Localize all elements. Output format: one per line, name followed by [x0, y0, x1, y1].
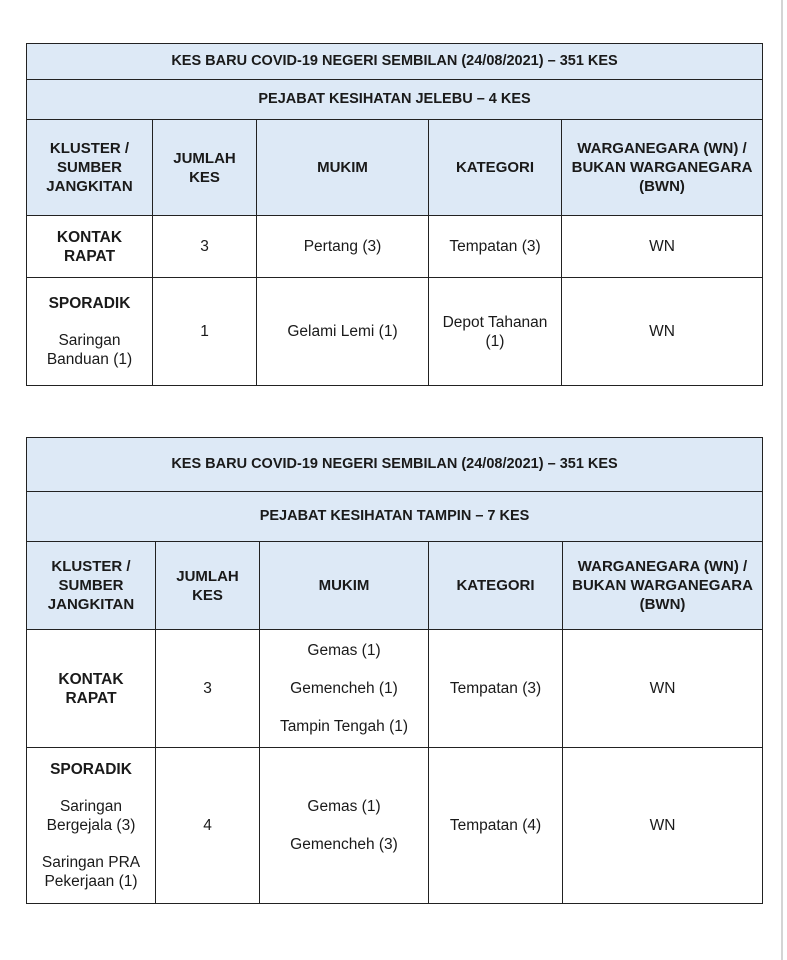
mukim-item: Tampin Tengah (1): [279, 718, 409, 735]
header-kategori: KATEGORI: [429, 542, 563, 630]
cluster-sub-label: Saringan Banduan (1): [46, 332, 133, 368]
header-count: JUMLAH KES: [156, 542, 260, 630]
mukim-item: Gemencheh (3): [290, 836, 398, 853]
mukim-cell: Gelami Lemi (1): [257, 278, 429, 386]
table-row: [27, 748, 763, 904]
count-cell: 1: [153, 278, 257, 386]
header-kategori: KATEGORI: [429, 120, 562, 216]
header-cluster: KLUSTER / SUMBER JANGKITAN: [27, 120, 153, 216]
citizenship-cell: WN: [563, 630, 763, 748]
cluster-sub-label: Saringan PRA Pekerjaan (1): [41, 854, 141, 890]
citizenship-cell: WN: [563, 748, 763, 904]
mukim-item: Gemas (1): [307, 798, 381, 815]
cluster-cell: KONTAK RAPAT: [27, 630, 156, 748]
count-cell: 4: [156, 748, 260, 904]
count-cell: 3: [153, 216, 257, 278]
cluster-cell: [27, 748, 156, 904]
cluster-cell: [27, 278, 153, 386]
table-row: [27, 630, 763, 748]
office-title: PEJABAT KESIHATAN TAMPIN – 7 KES: [27, 492, 763, 542]
header-mukim: MUKIM: [257, 120, 429, 216]
mukim-item: Gemencheh (1): [290, 680, 398, 697]
kategori-cell: Tempatan (4): [429, 748, 563, 904]
cluster-sub-label: Saringan Bergejala (3): [46, 798, 136, 834]
kategori-cell: Tempatan (3): [429, 216, 562, 278]
kategori-cell: Depot Tahanan (1): [429, 278, 562, 386]
mukim-item: Gemas (1): [307, 642, 381, 659]
citizenship-cell: WN: [562, 216, 763, 278]
kategori-cell: Tempatan (3): [429, 630, 563, 748]
office-title: PEJABAT KESIHATAN JELEBU – 4 KES: [27, 80, 763, 120]
header-count: JUMLAH KES: [153, 120, 257, 216]
case-table-tampin: [26, 437, 763, 904]
count-cell: 3: [156, 630, 260, 748]
cluster-label: SPORADIK: [50, 761, 132, 778]
cluster-label: SPORADIK: [48, 295, 131, 312]
case-table-jelebu: [26, 43, 763, 386]
cluster-cell: KONTAK RAPAT: [27, 216, 153, 278]
mukim-cell: Pertang (3): [257, 216, 429, 278]
citizenship-cell: WN: [562, 278, 763, 386]
table-row: [27, 278, 763, 386]
table-title: KES BARU COVID-19 NEGERI SEMBILAN (24/08/2021) – 351 KES: [27, 438, 763, 492]
header-cluster: KLUSTER / SUMBER JANGKITAN: [27, 542, 156, 630]
page-edge-rule: [781, 0, 783, 960]
table-row: [27, 216, 763, 278]
mukim-cell: [260, 630, 429, 748]
header-citizenship: WARGANEGARA (WN) / BUKAN WARGANEGARA (BWN): [562, 120, 763, 216]
table-title: KES BARU COVID-19 NEGERI SEMBILAN (24/08/2021) – 351 KES: [27, 44, 763, 80]
mukim-cell: [260, 748, 429, 904]
header-mukim: MUKIM: [260, 542, 429, 630]
header-citizenship: WARGANEGARA (WN) / BUKAN WARGANEGARA (BWN): [563, 542, 763, 630]
